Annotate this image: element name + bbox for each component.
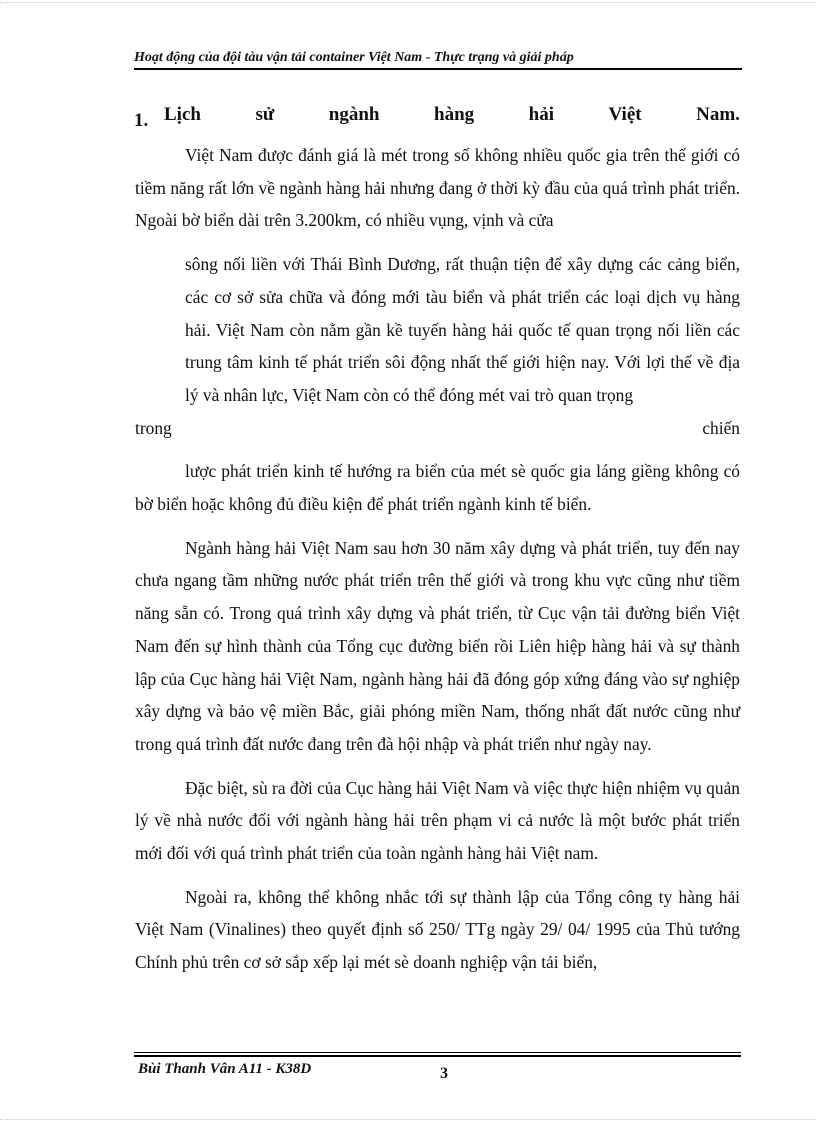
paragraph-6: Ngoài ra, không thể không nhắc tới sự thành lập của Tổng công ty hàng hải Việt Nam (Vinalines) theo quyết định số 250/ TTg ngày 29/ 04/ 1995 của Thủ tướng Chính phủ trên cơ sở sắp xếp lại mét sè doanh nghiệp vận tải biển,	[135, 886, 740, 973]
footer-rule-thin	[134, 1052, 741, 1053]
paragraph-2: sông nối liền với Thái Bình Dương, rất thuận tiện để xây dựng các cảng biển, các cơ sở sửa chữa và đóng mới tàu biển và phát triển các loại dịch vụ hàng hải. Việt Nam còn nằm gần kề tuyến hàng hải quốc tế quan trọng nối liền các trung tâm kinh tế phát triển sôi động nhất thế giới hiện nay. Với lợi thế về địa lý và nhân lực, Việt Nam còn có thể đóng mét vai trò quan trọng	[185, 254, 740, 405]
paragraph-5: Đặc biệt, sù ra đời của Cục hàng hải Việt Nam và việc thực hiện nhiệm vụ quản lý về nhà nước đối với ngành hàng hải trên phạm vi cả nước là một bước phát triển mới đối với quá trình phát triển của toàn ngành hàng hải Việt nam.	[135, 777, 740, 864]
header-rule	[134, 68, 742, 70]
page-number: 3	[440, 1065, 448, 1082]
footer-author: Bùi Thanh Vân A11 - K38D	[138, 1061, 312, 1077]
page-bottom-edge	[0, 1119, 816, 1120]
section-title-word: ngành	[328, 104, 380, 125]
section-title-word: sử	[255, 104, 275, 125]
section-title	[164, 104, 740, 126]
section-title-word: Việt	[608, 104, 642, 125]
section-number: 1.	[134, 110, 149, 131]
page-top-edge	[0, 2, 816, 3]
footer-rule-thick	[134, 1055, 741, 1057]
section-title-word: hàng	[434, 104, 475, 125]
section-title-word: Nam.	[696, 104, 740, 125]
paragraph-2-tail-right: chiến	[702, 417, 740, 438]
running-header: Hoạt động của đội tàu vận tải container Việt Nam - Thực trạng và giải pháp	[134, 50, 574, 65]
paragraph-1: Việt Nam được đánh giá là mét trong số không nhiều quốc gia trên thế giới có tiềm năng rất lớn về ngành hàng hải nhưng đang ở thời kỳ đầu của quá trình phát triển. Ngoài bờ biển dài trên 3.200km, có nhiều vụng, vịnh và cửa	[135, 145, 740, 231]
paragraph-4: Ngành hàng hải Việt Nam sau hơn 30 năm xây dựng và phát triển, tuy đến nay chưa ngang tầm những nước phát triển trên thế giới và trong khu vực cũng như tiềm năng sẵn có. Trong quá trình xây dựng và phát triển, từ Cục vận tải đường biển Việt Nam đến sự hình thành của Tổng cục đường biển rồi Liên hiệp hàng hải và sự thành lập của Cục hàng hải Việt Nam, ngành hàng hải đã đóng góp xứng đáng vào sự nghiệp xây dựng và bảo vệ miền Bắc, giải phóng miền Nam, thống nhất đất nước cũng như trong quá trình đất nước đang trên đà hội nhập và phát triển như ngày nay.	[135, 537, 740, 754]
section-title-word: Lịch	[164, 104, 201, 125]
section-title-word: hải	[528, 104, 555, 125]
paragraph-2-tail-left: trong	[135, 417, 172, 438]
paragraph-2-tail	[135, 412, 740, 445]
paragraph-3: lược phát triển kinh tế hướng ra biển của mét sè quốc gia láng giềng không có bờ biển hoặc không đủ điều kiện để phát triển ngành kinh tế biển.	[135, 461, 740, 515]
section-heading	[134, 104, 740, 134]
body-text	[135, 139, 740, 979]
